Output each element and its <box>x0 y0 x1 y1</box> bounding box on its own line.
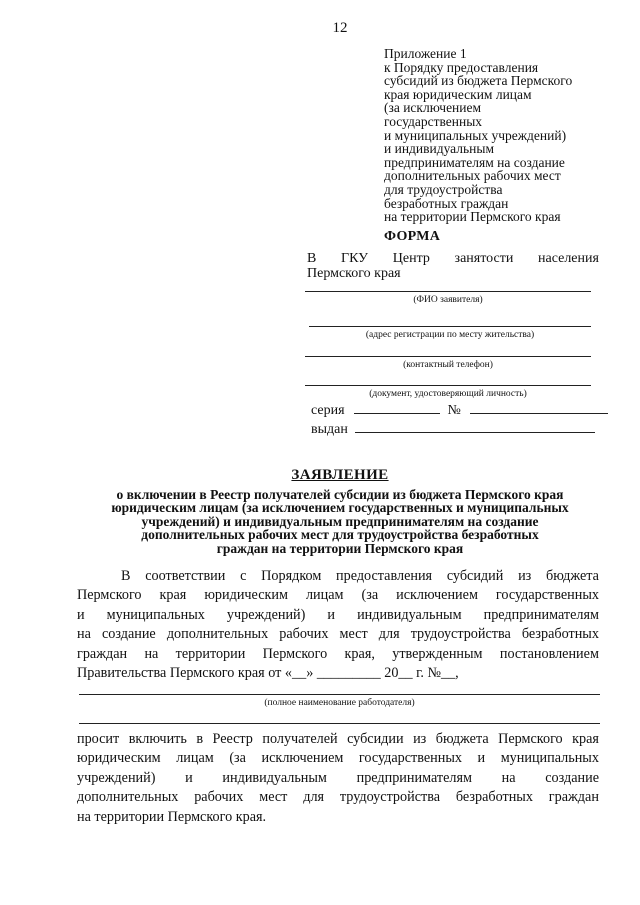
appendix-line: для трудоустройства <box>384 181 503 197</box>
word: Правительства Пермского края от «__» _________ 20__ г. №__, <box>77 665 459 682</box>
word: из <box>413 731 427 747</box>
word: рабочих <box>194 789 244 806</box>
appendix-line: к Порядку предоставления <box>384 59 539 75</box>
word: из <box>518 568 532 584</box>
paragraph-line <box>77 769 599 788</box>
paragraph-line <box>77 788 599 807</box>
employer-name-field[interactable]: (полное наименование работодателя) <box>79 694 600 708</box>
paragraph-line <box>77 586 599 605</box>
word: рабочих <box>279 626 329 643</box>
appendix-line: края юридическим лицам <box>384 86 532 102</box>
paragraph-line <box>77 808 599 827</box>
word: на <box>77 626 91 643</box>
word: граждан <box>77 645 128 662</box>
word: муниципальных <box>500 750 599 767</box>
word: Реестр <box>212 731 253 747</box>
word: государственных <box>495 587 599 604</box>
paragraph-line <box>77 730 599 749</box>
word: бюджета <box>546 568 599 584</box>
word: Порядком <box>261 568 322 584</box>
word: на <box>144 645 159 662</box>
issued-label: выдан <box>311 422 348 437</box>
subtitle-line: юридическим лицам (за исключением государственных и муниципальных <box>111 500 569 516</box>
appendix-line: (за исключением <box>384 100 482 116</box>
appendix-line: государственных <box>384 113 483 129</box>
paragraph-line <box>77 606 599 625</box>
subtitle-line: граждан на территории Пермского края <box>216 540 464 556</box>
word: безработных <box>455 789 533 806</box>
word: и <box>477 750 486 767</box>
appendix-line: субсидий из бюджета Пермского <box>384 73 573 89</box>
form-label: ФОРМА <box>384 229 441 244</box>
word: Пермского <box>262 645 328 662</box>
appendix-line: безработных граждан <box>384 195 509 211</box>
word: учреждений) <box>77 769 156 786</box>
addressee-line-2: Пермского края <box>307 266 401 281</box>
appendix-line: на территории Пермского края <box>384 209 561 225</box>
series-label: серия <box>311 403 345 418</box>
word: исключением <box>261 750 344 767</box>
series-row <box>311 401 608 419</box>
word: соответствии <box>145 568 226 584</box>
word: на <box>501 769 516 786</box>
document-subtitle <box>84 488 596 555</box>
document-field[interactable]: (документ, удостоверяющий личность) <box>305 385 591 399</box>
word: Пермского <box>77 587 142 604</box>
paragraph-line <box>77 749 599 768</box>
phone-field[interactable]: (контактный телефон) <box>305 356 591 370</box>
addressee <box>307 251 599 281</box>
word: мест <box>339 626 368 643</box>
word: и <box>327 606 336 623</box>
paragraph-line <box>77 645 599 664</box>
word: исключением <box>396 587 478 604</box>
word: трудоустройства <box>339 789 441 806</box>
number-label: № <box>447 403 461 418</box>
addressee-word: занятости <box>454 251 514 266</box>
paragraph-line <box>77 625 599 644</box>
addressee-word: В <box>307 251 317 266</box>
subtitle-line: дополнительных рабочих мест для трудоустройства безработных <box>141 527 539 543</box>
word: и <box>77 606 85 623</box>
word: края <box>159 587 187 604</box>
word: субсидии <box>347 731 404 747</box>
appendix-line: дополнительных рабочих мест <box>384 168 561 184</box>
word: получателей <box>262 731 338 747</box>
word: предпринимателям <box>483 606 599 623</box>
word: юридическим <box>204 587 288 604</box>
word: предпринимателям <box>356 769 472 786</box>
issued-input[interactable] <box>355 420 595 433</box>
subtitle-line: о включении в Реестр получателей субсидии из бюджета Пермского края <box>116 487 564 502</box>
addressee-word: ГКУ <box>341 251 369 266</box>
fio-field[interactable]: (ФИО заявителя) <box>305 291 591 305</box>
appendix-line: предпринимателям на создание <box>384 154 565 170</box>
issued-row <box>311 420 595 438</box>
word: утвержденным <box>392 645 483 662</box>
page-number: 12 <box>332 20 348 36</box>
address-field[interactable]: (адрес регистрации по месту жительства) <box>309 326 591 340</box>
word: юридическим <box>77 750 161 767</box>
word: лицам <box>176 750 214 767</box>
appendix-line: Приложение 1 <box>384 46 467 61</box>
word: создание <box>545 769 599 786</box>
word: постановлением <box>499 645 599 662</box>
word: и <box>185 769 193 786</box>
addressee-word: населения <box>538 251 599 266</box>
word: государственных <box>358 750 462 767</box>
word: (за <box>229 750 246 767</box>
word: В <box>121 568 131 584</box>
word: территории <box>175 645 246 662</box>
paragraph-2 <box>77 730 599 827</box>
word: с <box>240 568 247 584</box>
word: включить <box>128 731 187 747</box>
word: Пермского <box>498 731 563 747</box>
word: трудоустройства <box>410 626 511 643</box>
word: предоставления <box>336 568 433 584</box>
word: для <box>378 626 400 643</box>
word: мест <box>259 789 288 806</box>
word: края, <box>344 645 375 662</box>
word: (за <box>361 587 379 604</box>
word: безработных <box>521 626 599 643</box>
appendix-line: и индивидуальным <box>384 141 495 157</box>
subtitle-line: учреждений) и индивидуальным предпринимателям на создание <box>141 513 539 529</box>
word: субсидий <box>446 568 504 584</box>
word: в <box>196 731 204 747</box>
number-input[interactable] <box>470 401 608 414</box>
word: индивидуальным <box>357 606 462 623</box>
word: муниципальных <box>106 606 205 623</box>
word: края <box>572 731 599 747</box>
word: на территории Пермского края. <box>77 808 267 825</box>
word: создание <box>101 626 156 643</box>
word: бюджета <box>435 731 489 747</box>
word: дополнительных <box>166 626 269 643</box>
word: дополнительных <box>77 789 179 806</box>
paragraph-1 <box>77 567 599 683</box>
word: индивидуальным <box>222 769 327 786</box>
document-title: ЗАЯВЛЕНИЕ <box>291 467 389 483</box>
word: учреждений) <box>226 606 306 623</box>
paragraph-line <box>77 664 599 683</box>
series-input[interactable] <box>354 401 440 414</box>
word: для <box>303 789 325 806</box>
word: лицам <box>305 587 344 604</box>
word: просит <box>77 731 120 747</box>
appendix-line: и муниципальных учреждений) <box>384 127 567 143</box>
addressee-line-1 <box>307 251 599 266</box>
word: граждан <box>548 789 599 806</box>
employer-name-field-2[interactable] <box>79 723 600 724</box>
addressee-word: Центр <box>392 251 430 266</box>
appendix-block <box>384 47 614 224</box>
paragraph-line <box>77 567 599 586</box>
